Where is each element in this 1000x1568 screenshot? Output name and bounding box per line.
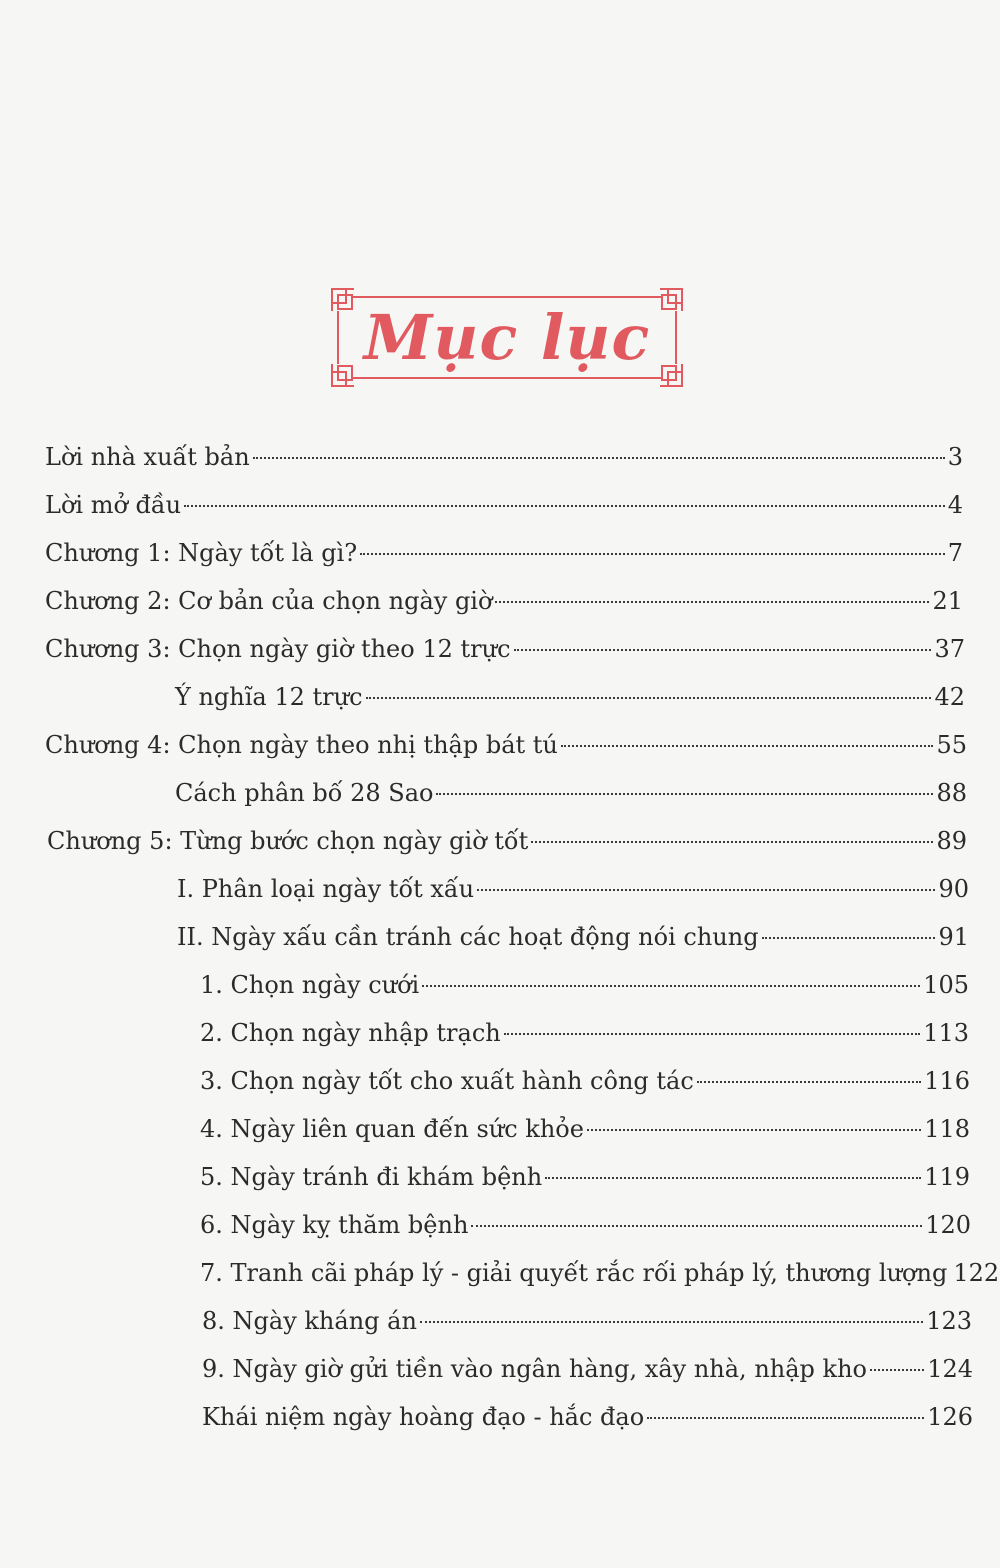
toc-entry-label: 7. Tranh cãi pháp lý - giải quyết rắc rối pháp lý, thương lượng [200, 1259, 948, 1287]
toc-entry-label: 1. Chọn ngày cưới [200, 971, 420, 999]
toc-entry-label: 2. Chọn ngày nhập trạch [200, 1019, 501, 1047]
toc-entry-page-number: 116 [924, 1067, 970, 1095]
toc-entry[interactable] [45, 538, 963, 568]
toc-entry-label: Chương 4: Chọn ngày theo nhị thập bát tú [45, 731, 558, 759]
toc-entry-page-number: 55 [936, 731, 967, 759]
dot-leader [471, 1225, 922, 1227]
toc-entry[interactable] [200, 1162, 970, 1192]
dot-leader [587, 1129, 921, 1131]
dot-leader [184, 505, 945, 507]
toc-entry-page-number: 124 [927, 1355, 973, 1383]
toc-entry[interactable] [177, 922, 969, 952]
toc-entry-label: Chương 1: Ngày tốt là gì? [45, 539, 358, 567]
dot-leader [360, 553, 945, 555]
toc-entry-label: Lời mở đầu [45, 491, 182, 519]
toc-entry-label: Chương 5: Từng bước chọn ngày giờ tốt [47, 827, 529, 855]
toc-entry[interactable] [45, 490, 963, 520]
toc-entry-page-number: 113 [923, 1019, 969, 1047]
dot-leader [762, 937, 936, 939]
toc-entry[interactable] [177, 874, 969, 904]
title-frame [330, 285, 684, 390]
toc-entry[interactable] [45, 586, 963, 616]
toc-entry[interactable] [202, 1402, 973, 1432]
toc-entry[interactable] [45, 634, 965, 664]
dot-leader [366, 697, 932, 699]
dot-leader [420, 1321, 923, 1323]
toc-entry-page-number: 37 [934, 635, 965, 663]
dot-leader [531, 841, 933, 843]
toc-entry[interactable] [47, 826, 967, 856]
dot-leader [436, 793, 933, 795]
toc-entry-page-number: 4 [947, 491, 963, 519]
dot-leader [870, 1369, 924, 1371]
toc-entry-page-number: 3 [947, 443, 963, 471]
toc-entry-label: Cách phân bố 28 Sao [175, 779, 434, 807]
toc-entry[interactable] [45, 730, 967, 760]
toc-entry[interactable] [175, 778, 967, 808]
toc-entry-label: 4. Ngày liên quan đến sức khỏe [200, 1115, 584, 1143]
dot-leader [253, 457, 945, 459]
toc-entry-page-number: 122 [953, 1259, 1000, 1287]
toc-entry-label: 9. Ngày giờ gửi tiền vào ngân hàng, xây nhà, nhập kho [202, 1355, 867, 1383]
toc-entry-label: 8. Ngày kháng án [202, 1307, 417, 1335]
toc-entry-page-number: 105 [923, 971, 969, 999]
dot-leader [697, 1081, 921, 1083]
toc-entry-label: I. Phân loại ngày tốt xấu [177, 875, 475, 903]
toc-entry[interactable] [200, 970, 969, 1000]
dot-leader [495, 601, 929, 603]
toc-entry-page-number: 120 [925, 1211, 971, 1239]
toc-entry[interactable] [200, 1066, 970, 1096]
page-title: Mục lục [363, 301, 651, 374]
dot-leader [561, 745, 934, 747]
toc-entry-label: Ý nghĩa 12 trực [175, 683, 363, 711]
toc-entry-label: Chương 2: Cơ bản của chọn ngày giờ [45, 587, 493, 615]
toc-entry-label: Lời nhà xuất bản [45, 443, 250, 471]
toc-entry-page-number: 89 [936, 827, 967, 855]
dot-leader [545, 1177, 921, 1179]
toc-entry[interactable] [200, 1018, 969, 1048]
toc-entry-label: 6. Ngày kỵ thăm bệnh [200, 1211, 469, 1239]
toc-entry-page-number: 90 [938, 875, 969, 903]
toc-entry[interactable] [175, 682, 965, 712]
toc-entry[interactable] [202, 1306, 972, 1336]
toc-entry-label: 5. Ngày tránh đi khám bệnh [200, 1163, 543, 1191]
toc-entry-label: Chương 3: Chọn ngày giờ theo 12 trực [45, 635, 511, 663]
dot-leader [477, 889, 935, 891]
toc-entry-label: II. Ngày xấu cần tránh các hoạt động nói chung [177, 923, 759, 951]
toc-entry[interactable] [200, 1210, 971, 1240]
toc-entry-page-number: 7 [947, 539, 963, 567]
toc-entry-page-number: 118 [924, 1115, 970, 1143]
toc-entry-page-number: 21 [932, 587, 963, 615]
toc-entry[interactable] [202, 1354, 973, 1384]
dot-leader [514, 649, 932, 651]
toc-entry-page-number: 119 [924, 1163, 970, 1191]
toc-entry-page-number: 91 [938, 923, 969, 951]
toc-entry[interactable] [200, 1258, 1000, 1288]
dot-leader [422, 985, 920, 987]
toc-entry-page-number: 88 [936, 779, 967, 807]
toc-entry-page-number: 126 [927, 1403, 973, 1431]
dot-leader [647, 1417, 924, 1419]
toc-entry-page-number: 42 [934, 683, 965, 711]
toc-entry-page-number: 123 [926, 1307, 972, 1335]
toc-entry-label: Khái niệm ngày hoàng đạo - hắc đạo [202, 1403, 645, 1431]
toc-entry-label: 3. Chọn ngày tốt cho xuất hành công tác [200, 1067, 694, 1095]
toc-entry[interactable] [200, 1114, 970, 1144]
toc-entry[interactable] [45, 442, 963, 472]
dot-leader [504, 1033, 920, 1035]
